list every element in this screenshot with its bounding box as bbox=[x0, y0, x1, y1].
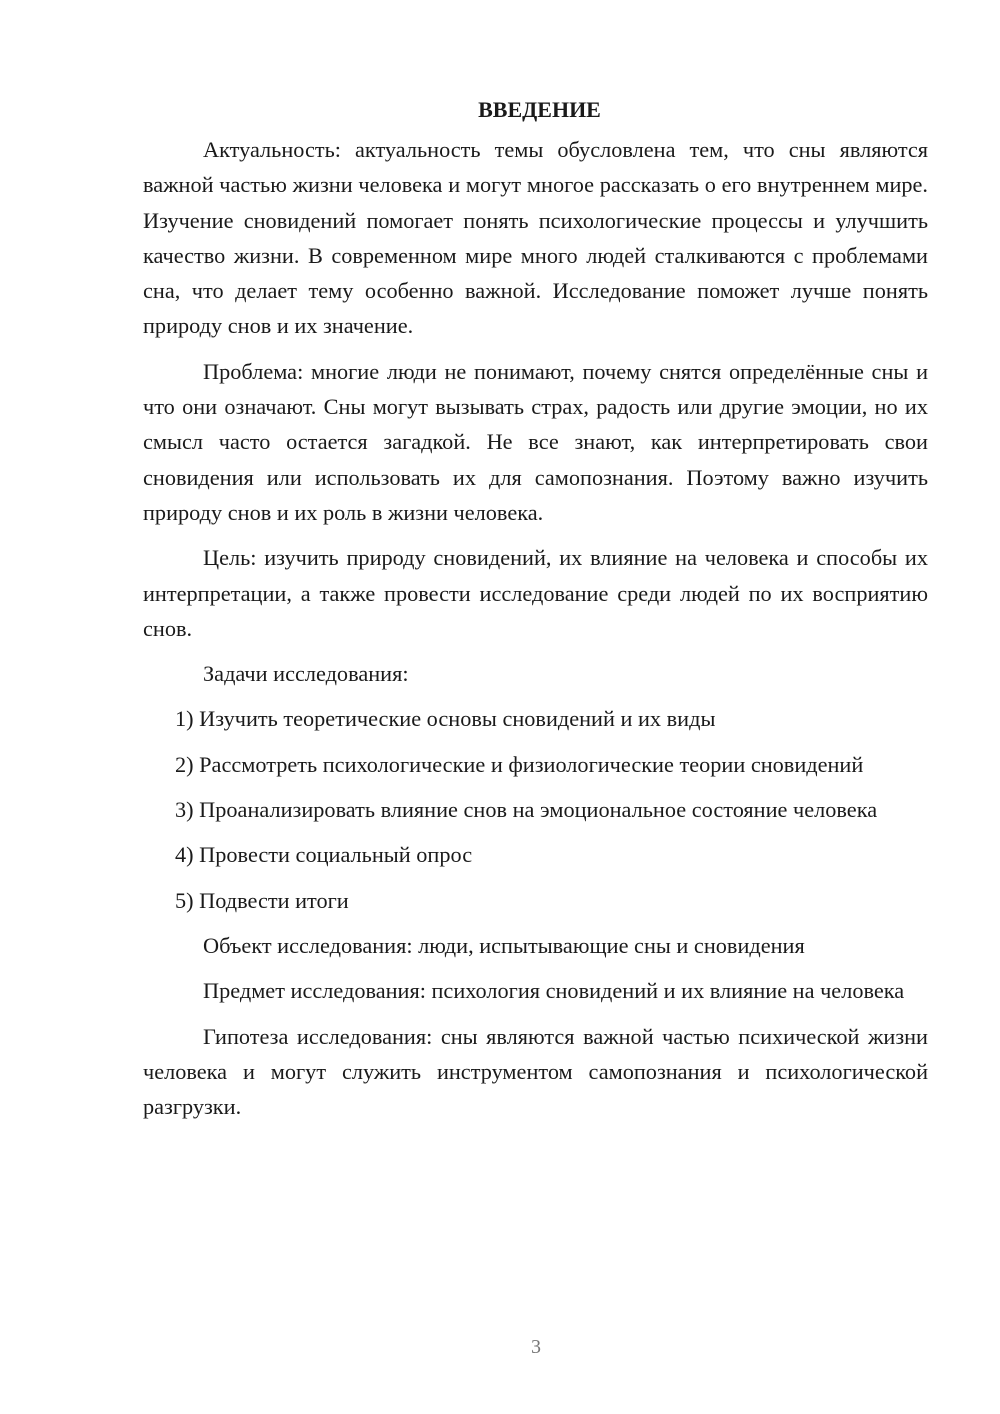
relevance-paragraph: Актуальность: актуальность темы обусловлена тем, что сны являются важной частью жизни человека и могут многое рассказать о его внутреннем мире. Изучение сновидений помогает понять психологические процессы и улучшить качество жизни. В современном мире много людей сталкиваются с проблемами сна, что делает тему особенно важной. Исследование поможет лучше понять природу снов и их значение. bbox=[143, 137, 928, 339]
document-page bbox=[143, 92, 928, 1124]
tasks-heading: Задачи исследования: bbox=[203, 661, 409, 687]
task-item: 5) Подвести итоги bbox=[175, 887, 349, 913]
page-title: ВВЕДЕНИЕ bbox=[478, 97, 601, 122]
page-number: 3 bbox=[531, 1336, 541, 1358]
problem-paragraph: Проблема: многие люди не понимают, почему снятся определённые сны и что они означают. Сны могут вызывать страх, радость или другие эмоции, но их смысл часто остается загадкой. Не все знают, как интерпретировать свои сновидения или использовать их для самопознания. Поэтому важно изучить природу снов и их роль в жизни человека. bbox=[143, 358, 928, 525]
subject-paragraph: Предмет исследования: психология сновидений и их влияние на человека bbox=[203, 978, 905, 1004]
hypothesis-paragraph: Гипотеза исследования: сны являются важной частью психической жизни человека и могут служить инструментом самопознания и психологической разгрузки. bbox=[143, 1023, 928, 1120]
task-item: 3) Проанализировать влияние снов на эмоциональное состояние человека bbox=[175, 797, 878, 823]
task-item: 4) Провести социальный опрос bbox=[175, 842, 473, 868]
task-item: 2) Рассмотреть психологические и физиологические теории сновидений bbox=[175, 751, 864, 777]
object-paragraph: Объект исследования: люди, испытывающие сны и сновидения bbox=[203, 932, 805, 958]
task-item: 1) Изучить теоретические основы сновидений и их виды bbox=[175, 706, 716, 732]
goal-paragraph: Цель: изучить природу сновидений, их влияние на человека и способы их интерпретации, а также провести исследование среди людей по их восприятию снов. bbox=[143, 545, 928, 641]
